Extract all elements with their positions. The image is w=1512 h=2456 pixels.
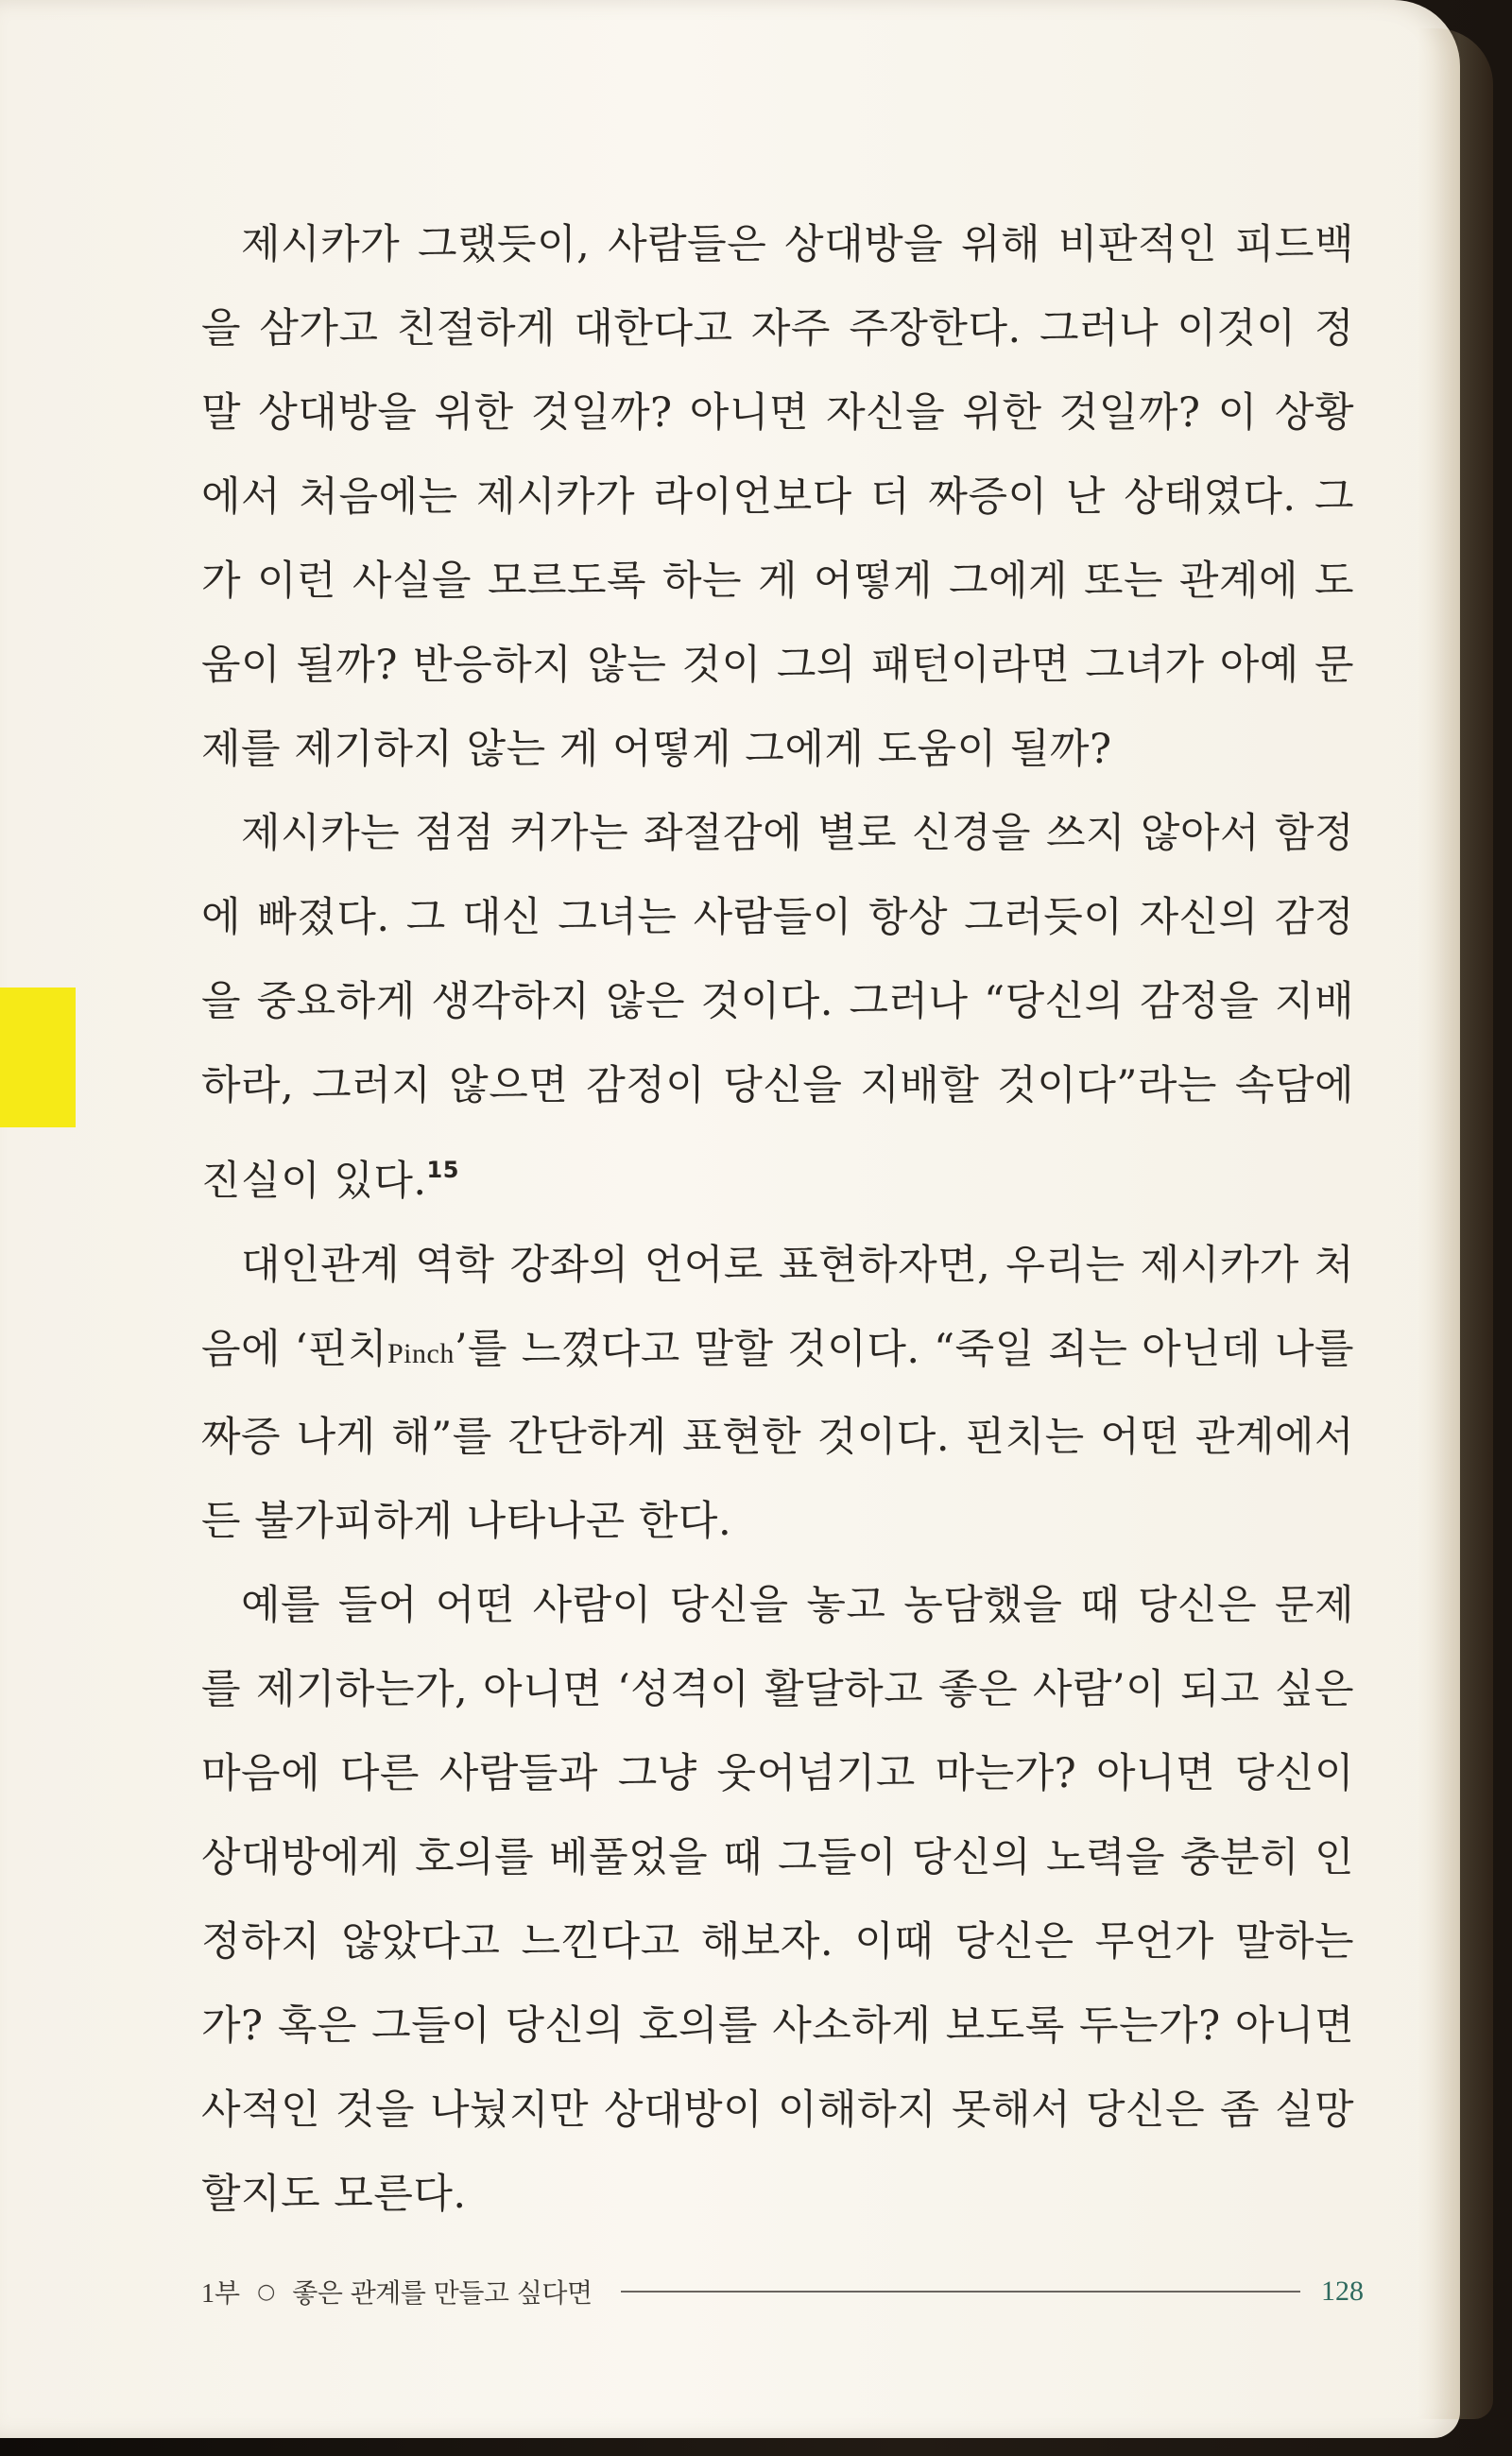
page-footer: [201, 2268, 1364, 2315]
body-text: [201, 203, 1354, 2237]
pinch-term: Pinch: [387, 1338, 455, 1369]
chapter-title: 좋은 관계를 만들고 싶다면: [292, 2277, 593, 2309]
paragraph-1: 제시카가 그랬듯이, 사람들은 상대방을 위해 비판적인 피드백을 삼가고 친절하게 대한다고 자주 주장한다. 그러나 이것이 정말 상대방을 위한 것일까? 아니면 자신을 위한 것일까? 이 상황에서 처음에는 제시카가 라이언보다 더 짜증이 난 상태였다. 그가 이런 사실을 모르도록 하는 게 어떻게 그에게 또는 관계에 도움이 될까? 반응하지 않는 것이 그의 패턴이라면 그녀가 아예 문제를 제기하지 않는 게 어떻게 그에게 도움이 될까?: [201, 221, 1354, 773]
page-edge: [1418, 28, 1493, 2419]
part-label: 1부: [201, 2279, 241, 2309]
paragraph-3-text-b: ’를 느꼈다고 말할 것이다. “죽일 죄는 아닌데 나를 짜증 나게 해”를 간단하게 표현한 것이다. 핀치는 어떤 관계에서든 불가피하게 나타나곤 한다.: [201, 1326, 1354, 1545]
yellow-index-tab: [0, 988, 76, 1127]
paragraph-3: [201, 1224, 1354, 1564]
circle-bullet-icon: ○: [257, 2279, 276, 2304]
paragraph-2-text: 제시카는 점점 커가는 좌절감에 별로 신경을 쓰지 않아서 함정에 빠졌다. 그 대신 그녀는 사람들이 항상 그러듯이 자신의 감정을 중요하게 생각하지 않은 것이다. 그러나 “당신의 감정을 지배하라, 그러지 않으면 감정이 당신을 지배할 것이다”라는 속담에 진실이 있다.: [201, 810, 1354, 1205]
paragraph-2: [201, 792, 1354, 1224]
page-number: 128: [1321, 2276, 1364, 2307]
paragraph-3-text-a: 대인관계 역학 강좌의 언어로 표현하자면, 우리는 제시카가 처음에 ‘핀치: [201, 1242, 1354, 1373]
paragraph-4: 예를 들어 어떤 사람이 당신을 놓고 농담했을 때 당신은 문제를 제기하는가, 아니면 ‘성격이 활달하고 좋은 사람’이 되고 싶은 마음에 다른 사람들과 그냥 웃어넘기고 마는가? 아니면 당신이 상대방에게 호의를 베풀었을 때 그들이 당신의 노력을 충분히 인정하지 않았다고 느낀다고 해보자. 이때 당신은 무언가 말하는가? 혹은 그들이 당신의 호의를 사소하게 보도록 두는가? 아니면 사적인 것을 나눴지만 상대방이 이해하지 못해서 당신은 좀 실망할지도 모른다.: [201, 1582, 1354, 2218]
footnote-marker: 15: [426, 1157, 459, 1183]
footer-rule: [621, 2291, 1301, 2293]
